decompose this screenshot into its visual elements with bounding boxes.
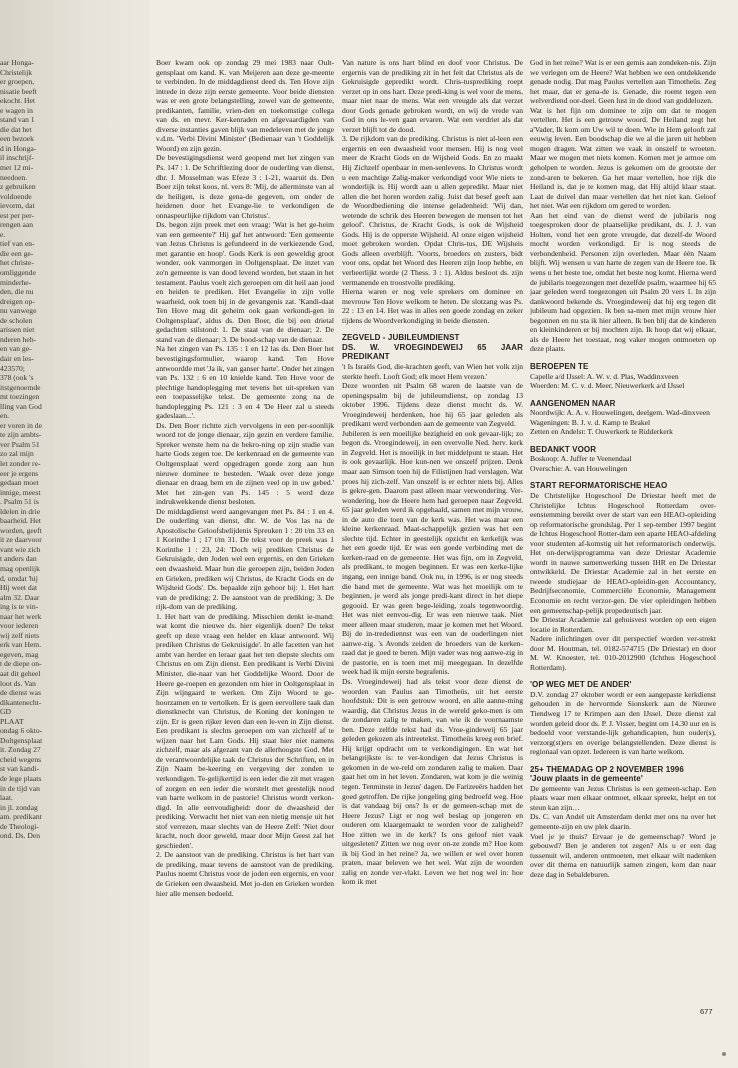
article-paragraph: Ds. Vroegindeweij had als tekst voor deze dienst de woorden van Paulus aan Timotheüs, uit het eerste hoofdstuk: Dit is een getrouw woord, en alle aanne-ming waardig, dat Christus Jezus in de wereld geko-men is om de zondaren zalig te maken, van wie ik de voornaamste ben. Deze zelfde tekst had ds. Vroe-gindeweij 65 jaar geleden gekozen als intreetekst. Timotheüs kreeg een brief. Hij krijgt opdracht om te verkondigingen. En wat het belangrijkste is: te ver-kondigen dat Jezus Christus is gekomen in de we-reld om zondaren zalig te maken. Daar gaat het om in het leven. Zondaren, wat kom je die weinig tegen. Tenminste in Jezus' dagen. De Farizeeërs hadden het goed getroffen. De rijke jongeling ging bedroefd weg. Hoe is dat vandaag bij ons? Is er de gemeen-schap met de Heere Jezus? Ligt er nog wel beslag op jongeren en ouderen om klaargemaakt te worden voor de zaligheid? Hoe zitten we in de kerk? Is ons geloof niet vaak uitgesleten? Zitten we nog over on-ze zonde m? Hoe kom ik bij God in het reine? Ja, we willen er wel over horen praten, maar beleven we het wel. Wat zijn de woorden zalig en zonde ver-vlakt. Leven we het nog wel in: hoe kom ik met bbox=[342, 677, 523, 887]
cropped-text-line: it ze daarvoor bbox=[0, 535, 42, 545]
cropped-text-line: eer je ergens bbox=[0, 468, 39, 478]
cropped-text-line: vant wie zich bbox=[0, 544, 41, 554]
cropped-text-line: GD bbox=[0, 707, 11, 717]
cropped-text-line: voldoende bbox=[0, 191, 32, 201]
cropped-text-line: innige, meest bbox=[0, 487, 41, 497]
cropped-text-line: t anders dan bbox=[0, 554, 37, 564]
column-3 bbox=[530, 58, 716, 1058]
cropped-text-line: 423570; bbox=[0, 363, 25, 373]
article-paragraph: Van nature is ons hart blind en doof voor Christus. De ergernis van de prediking zit in het feit dat Christus als de Gekruisigde gepredikt wordt. Chris-tusprediking roept verzet op in ons hart. Deze predi-king is wel voor de mens, maar niet naar de mens. Wat een vreugde als dat verzet door Gods genade gebroken wordt, en wij de vrede van God in ons le-ven gaan ervaren. Wat een verdriet als dat verzet blijft tot de dood. bbox=[342, 58, 523, 134]
cropped-text-line: ond. Ds. Den bbox=[0, 831, 41, 841]
cropped-text-line: te zijn ambts- bbox=[0, 430, 42, 440]
cropped-text-line: cheid wegens bbox=[0, 754, 42, 764]
cropped-text-line: . Psalm 51 is bbox=[0, 497, 39, 507]
list-item: Zetten en Andelst: T. Ouwerkerk te Ridderkerk bbox=[530, 427, 673, 437]
cropped-text-line: ekocht. Het bbox=[0, 96, 36, 106]
cropped-text-line: zo zal mijn bbox=[0, 449, 34, 459]
cropped-text-line: nderen heb- bbox=[0, 334, 37, 344]
cropped-text-line: die een ge- bbox=[0, 248, 34, 258]
section-subheading: DS. W. VROEGINDEWEIJ 65 JAAR PREDIKANT bbox=[342, 342, 523, 362]
cropped-text-line: minderhe- bbox=[0, 277, 32, 287]
cropped-text-line: mag openlijk bbox=[0, 563, 40, 573]
article-paragraph: Deze woorden uit Psalm 68 waren de laatste van de openingspsalm bij de jubileumdienst, op zondag 13 oktober 1996. Tijdens deze dienst mocht ds. W. Vroegindeweij herdenken, hoe hij 65 jaar geleden als predikant werd verbonden aan de gemeente van Zegveld. bbox=[342, 381, 523, 429]
column-2 bbox=[342, 58, 523, 1058]
cropped-text-line: in jl. zondag bbox=[0, 802, 38, 812]
article-paragraph: Ds. C. van Andel uit Amsterdam denkt met ons na over het gemeente-zijn en uw plek daarin. bbox=[530, 812, 716, 832]
cropped-text-line: naar het werk bbox=[0, 611, 42, 621]
article-paragraph: Na het zingen van Ps. 135 : 1 en 12 las ds. Den Boer het bevestigingsformulier, waarop kand. Ten Hove antwoordde met 'Ja ik, van ganser harte'. Onder het zingen van Ps. 132 : 6 en 10 knielde kand. Ten Hove voor de plechtige handoplegging met tevens het uit-spreken van een toepasselijke tekst. De gemeente zong na de handoplegging Ps. 121 : 3 en 4 'De Heer zal u steeds gadeslaan...'. bbox=[156, 344, 334, 421]
cropped-text-line: est per per- bbox=[0, 210, 35, 220]
cropped-text-line: aat dit geheel bbox=[0, 669, 41, 678]
cropped-text-line: Christelijk bbox=[0, 67, 33, 77]
cropped-text-line: il inschrijf- bbox=[0, 153, 34, 163]
cropped-text-line: mt toezingen bbox=[0, 392, 40, 402]
article-paragraph: Ds. Den Boer richtte zich vervolgens in een per-soonlijk woord tot de jonge dienaar, zijn gezin en verdere familie. Spreker wenste hem na de bekro-ning op zijn studie van harte Gods zegen toe. De kerkenraad en de gemeente van Ooltgensplaat werd opgedragen goede zorg aan hun nieuwe dominee te besteden. 'Waak over deze jonge dienaar en draag hem en de zijnen veel op in uw gebed.' Met het zin-gen van Ps. 145 : 5 werd deze indrukwekkende dienst besloten. bbox=[156, 420, 334, 507]
cropped-text-line: nu vanwege bbox=[0, 306, 37, 316]
cropped-text-line: stand van 1 bbox=[0, 115, 35, 125]
cropped-text-line: omliggende bbox=[0, 268, 36, 278]
list-item: Woerden: M. C. v. d. Meer, Nieuwerkerk a/d IJssel bbox=[530, 381, 685, 391]
section-heading: START REFORMATORISCHE HEAO bbox=[530, 481, 668, 491]
cropped-text-line: d in Honga- bbox=[0, 143, 37, 153]
list-item: Wageningen: B. J. v. d. Kamp te Brakel bbox=[530, 417, 651, 427]
article-paragraph: 't Is Israëls God, die-krachten geeft, van Wien het volk zijn sterkte heeft. Looft God; elk moet Hem vrezen.' bbox=[342, 361, 523, 381]
cropped-text-line: de scholen bbox=[0, 315, 33, 325]
cropped-text-line: itstgenoemde bbox=[0, 382, 41, 392]
article-paragraph: Voel je je thuis? Ervaar je de gemeenschap? Word je gebouwd? Ben je anderen tot zegen? Als u er een dag tussenuit wil, anderen ontmoeten, met elkaar wilt nadenken over dit thema en natuurlijk samen zingen, kom dan naar deze dag in Sebaldeburen. bbox=[530, 831, 716, 879]
list-item: Noordwijk: A. A. v. Houwelingen, deelgem. Wad-dinxveen bbox=[530, 408, 710, 418]
section-gap bbox=[530, 473, 716, 477]
cropped-text-line: 378 (ook 's bbox=[0, 373, 34, 383]
article-paragraph: De middagdienst werd aangevangen met Ps. 84 : 1 en 4. De ouderling van dienst, dhr. W. de Vos las na de Apostolische Geloofsbelijdenis Spreuken 1 : 20 t/m 33 en 1 Korinthe 1 ; 17 t/m 31. De tekst voor de preek was 1 Korinthe 1 : 23, 24: 'Doch wij prediken Christus de Gekruisigde, den Joden wel een ergernis, en den Grieken een dwaasheid. Maar hun die geroepen zijn, beiden Joden en Grieken, prediken wij Christus, de Kracht Gods en de Wijsheid Gods'. Ds. bepaalde zijn gehoor bij: 1. Het hart van de prediking; 2. De aanstoot van de prediking; 3. De rijk-dom van de prediking. bbox=[156, 506, 334, 612]
cropped-text-line: ondag 6 okto- bbox=[0, 726, 43, 736]
cropped-text-line: it. Zondag 27 bbox=[0, 745, 41, 755]
cropped-text-line: am. predikant bbox=[0, 812, 42, 822]
cropped-text-line: laat. bbox=[0, 793, 13, 803]
page-mark bbox=[722, 1052, 726, 1056]
cropped-text-line: de Theologi- bbox=[0, 821, 39, 831]
cropped-text-line: die dat het bbox=[0, 124, 32, 134]
cropped-text-line: d, omdat 'hij bbox=[0, 573, 38, 583]
article-paragraph: Nadere inlichtingen over dit perspectief worden ver-strekt door M. Houtman, tel. 0182-574715 (De Driestar) en door M. W. Knoester, tel. 010-2012900 (Ichthus Hogeschool Rotterdam). bbox=[530, 634, 716, 672]
section-gap bbox=[530, 757, 716, 761]
cropped-text-line: rengen aan bbox=[0, 220, 34, 230]
section-heading: BEROEPEN TE bbox=[530, 361, 589, 371]
article-paragraph: Aan het eind van de dienst werd de jubilaris nog toegesproken door de plaatselijke predikant, ds. J. J. van Holten, vond het een grote vreugde, dat dezelf-de Woord mocht worden verkondigd. Er is nog steeds de verbondenheid. Personen zijn overleden. Maar één Naam blijft. Wij wensen u van harte de zegen van de Heere toe. Ik wens u het beste toe, omdat het beste nog komt. Hierna werd de jubilaris toegezongen met dezelfde psalm, waarmee hij 65 jaar geleden werd toegezongen uit Psalm 20 vers 1. In zijn dankwoord bekende ds. Vroegindeweij dat hij erg tegen dit jubileum had opgezien. Ik ben sa-men met mijn vrouw hier begonnen en nu sta ik hier alleen. Ik ben blij dat de kinderen en kleinkinderen er bij mochten zijn. Ik hoop dat wij elkaar, als de Heere het toestaat, nog vaker mogen ontmoeten op deze plaats. bbox=[530, 210, 716, 354]
cropped-text-line: voor iederen bbox=[0, 621, 39, 631]
list-item: Overschie: A. van Houwelingen bbox=[530, 463, 628, 473]
section-heading: 'OP WEG MET DE ANDER' bbox=[530, 680, 632, 690]
cropped-text-line: arissen niet bbox=[0, 325, 35, 335]
article-paragraph: De gemeente van Jezus Christus is een gemeen-schap. Een plaats waar men elkaar ontmoet, elkaar spreekt, helpt en tot steun kan zijn… bbox=[530, 783, 716, 812]
article-paragraph: Hierna waren er nog vele sprekers om dominee en mevrouw Ten Hove welkom te heten. De slotzang was Ps. 22 : 13 en 14. Het was in alles een goede zondag en zeker tijdens de Woordverkondiging in beide diensten. bbox=[342, 287, 523, 325]
column-1 bbox=[156, 58, 334, 1058]
cropped-text-line: e wagen in bbox=[0, 105, 33, 115]
cropped-text-line: st van kandi- bbox=[0, 764, 40, 774]
section-subheading: 'Jouw plaats in de gemeente' bbox=[530, 774, 643, 784]
cropped-text-line: needoen. bbox=[0, 172, 28, 182]
cropped-text-line: ing is te vin- bbox=[0, 602, 39, 612]
cropped-text-line: er voren in de bbox=[0, 420, 42, 430]
left-cropped-column bbox=[0, 58, 148, 928]
cropped-text-line: aar Honga- bbox=[0, 58, 34, 67]
cropped-text-line: de dienst was bbox=[0, 688, 41, 698]
article-paragraph: God in het reine? Wat is er een gemis aan zondeken-nis. Zijn we verlegen om de Heere? Wat hebben we een ontdekkende genade nodig. Dat mag Paulus vertellen aan Timotheüs. Zeg het maar, dat er gena-de is. Genade, die roemt tegen een welverdiend oor-deel. Geen lust in de dood van goddelozen. bbox=[530, 58, 716, 106]
cropped-text-line: met 12 mi- bbox=[0, 163, 34, 173]
list-item: Boskoop: A. Juffer te Veenendaal bbox=[530, 454, 632, 464]
cropped-text-line: den, die nu bbox=[0, 287, 34, 297]
article-paragraph: Boer kwam ook op zondag 29 mei 1983 naar Oult-gensplaat om kand. K. van Meijeren aan deze ge-meente te verbinden. In de middagdienst deed ds. Ten Hove zijn intrede in deze zijn eerste gemeente. Voor beide diensten was er een grote belangstelling, zowel van de gemeente, predikanten, familie, vrien-den en toekomstige collega van ds. en mevr. Ker-kenraden en afgevaardigden van diverse instanties gaven blijk van medeleven met de jonge v.d.m. 'Verbi Divini Minister' (Bedienaar van 't Goddelijk Woord) en zijn gezin. bbox=[156, 58, 334, 153]
cropped-text-line: t de diepe on- bbox=[0, 659, 42, 669]
section-gap bbox=[530, 391, 716, 395]
section-gap bbox=[530, 354, 716, 358]
article-paragraph: Jubileren is een moeilijke bezigheid en ook gevaar-lijk; zo begon ds. Vroegindeweij, in een overvolle Ned. herv. kerk in Zegveld. Het is moeilijk in het middelpunt te staan. Het is ook gevaarlijk. Hoe kun-nen we onszelf prijzen. Denk maar aan Simson toen hij de Filistijnen had verslagen. Wat proes hij zich-zelf. Van onszelf is er echter niets bij. Alles is gekre-gen. Daarom past alleen maar verwondering. Ver-wondering, hoe de Heere hem had geroepen naar Zegveld. 65 jaar geleden werd ik opgehaald, samen met mijn vrouw, in de auto die toen van de kerk was. Het was maar een kleine kerkenraad. Maat-schappelijk gezien was het een slechte tijd. Echter in geestelijk opzicht en kerkelijk was het een goede tijd. Er was een goede verbinding met de kerken-raad en de gemeente. Het was fijn, om in Zegveld, als predikant, te mogen beginnen. Er was een kerke-lijke ingang, een innige band. Ook nu, in 1996, is er nog steeds die band met de gemeente. Wat was het moeilijk om te beginnen, je werd als jonge predi-kant direct in het diepe gegooid. Er was geen bege-leiding, zoals tegenwoordig. Het was niet eenvou-dig. Er was een nieuwe taak. Niet meer alleen maar studeren, maar je komen met het Woord. Bij de in-tredediennst was een van de ouderlingen niet aanwe-zig. 's Avonds zeiden de broeders van de kerken-raad dat je goed te beren. Mijn vader was nog aanwe-zig in de pastorie, en is toen met mij meegegaan. In dezelfde week had ik mijn eerste begrafenis. bbox=[342, 428, 523, 677]
cropped-text-line: het christe- bbox=[0, 258, 34, 268]
cropped-text-line: nisatie beeft bbox=[0, 86, 37, 96]
article-paragraph: De Christelijke Hogeschool De Driestar heeft met de Christelijke Ichtus Hogeschool Rotterdam over-eenstemming bereikt over de start van een HEAO-opleiding op reformatorische grondslag. Per 1 sep-tember 1997 begint de Ichtus Hogeschool Rotter-dam een aparte HEAO-afdeling voor studenten af-komstig uit het reformatorisch onderwijs. Het on-derwijsprogramma van deze Driestar Academie wordt in nauwe samenwerking tussen IHR en De Driestar ontwikkeld. De Driestar Academie zal in het eerste en tweede studiejaar de HEAO-opleidin-gen Accountancy, Bedrijfseconomie, Commerciële Economie, Management Economie en recht verzor-gen. De vier opleidingen hebben een gemeenschap-pelijk propedeutisch jaar. bbox=[530, 490, 716, 615]
cropped-text-line: z gebruiken bbox=[0, 182, 36, 192]
cropped-text-line: gedaan moet bbox=[0, 478, 39, 488]
cropped-text-line: en. bbox=[0, 411, 10, 421]
cropped-text-line: lling van God bbox=[0, 401, 42, 411]
section-heading: ZEGVELD - JUBILEUMDIENST bbox=[342, 333, 460, 343]
cropped-text-line: en van ge- bbox=[0, 344, 32, 354]
cropped-text-line: ldelen in drie bbox=[0, 506, 41, 516]
section-gap bbox=[342, 325, 523, 329]
cropped-text-line: tief van en- bbox=[0, 239, 35, 249]
cropped-text-line: loot ds. Van bbox=[0, 678, 36, 688]
cropped-text-line: let zonder re- bbox=[0, 458, 41, 468]
cropped-text-line: de lege plaats bbox=[0, 774, 42, 784]
cropped-text-line: er groepen, bbox=[0, 77, 35, 87]
cropped-text-line: erk van Hem. bbox=[0, 640, 42, 650]
article-paragraph: De Driestar Academie zal gehuisvest worden op een eigen locatie in Rotterdam. bbox=[530, 615, 716, 634]
article-paragraph: Wat is het fijn om dominee te zijn om dat te mogen vertellen. Het is een getrouw woord. De Heiland zegt het a'Vader, Ik kom om Uw wil te doen. Wie in Hem gelooft zal eeuwig leven. Een boodschap die we al die jaren uit hebben mogen dragen. Wat zitten we vaak in onszelf te wroeten. Maar we mogen met niets komen. Komen met je armoe om geholpen te worden. Jezus is gekomen om de grootste der zond-aren te bekeren. Ga het maar vertellen, hoe rijk die Heiland is, dat je te komen mag, dat Hij altijd klaar staat. Laat de duivel dan maar vertellen dat het niet kan. Geloof het niet. Wat een rijkdom om gered te worden. bbox=[530, 105, 716, 211]
article-paragraph: 2. De aanstoot van de prediking. Christus is het hart van de prediking, maar tevens de aanstoot van de prediking. Paulus noemt Christus voor de joden een ergernis, en voor de Grieken een dwaasheid. Met jo-den en Grieken worden hier alle mensen bedoeld. bbox=[156, 850, 334, 898]
article-paragraph: 1. Het hart van de prediking. Misschien denkt ie-mand: wat komt die nieuwe ds. hier eigenlijk doen? De tekst geeft op deze vraag een helder en klaar antwoord. Wij prediken Christus de Gekruisigde'. In alle facetten van het ambt van herder en leraar gaat het ten diepste slechts om Christus en om Zijn dienst. Een predikant is Verbi Divini Minister, die-naar van het Goddelijke Woord. Door de Heere ge-roepen en gezonden om hier in Ooltgensplaat in Zijn wijngaard te werken. Om Zijn Woord te ge-hoorzamen en te vertolken. Er is geen eervollere taak dan dienstknecht van Christus, de Koning der koningen te zijn. Er is geen rijker leven dan een le-ven in Zijn dienst. Een predikant is slechts geroepen om van zichzelf af te wijzen naar het Lam Gods. Hij staat hier niet namens zichzelf, maar als afgezant van de allerhoogste God. Met de verantwoordelijke taak de Christus der Schriften, en in Zijn Naam be-keering en vergeving der zonden te verkondigen. Te-gelijkertijd is een ieder die zit met vragen of zorgen en een ieder die worstelt met geestelijk nood van harte welkom in de pastorie! Christus wordt verkon-digd. In alle eenvoudigheid: door de dwaasheid der prediking. Verwacht het niet van een nietig mensje uit het stof verrezen, maar slechts van de Heere Zelf: 'Niet door kracht, noch door geweld, maar door Mijn Geest zal het geschieden'. bbox=[156, 611, 334, 850]
cropped-text-line: dair en les- bbox=[0, 353, 34, 363]
cropped-text-line: ievorm, dat bbox=[0, 201, 35, 211]
page-number: 677 bbox=[700, 1007, 713, 1016]
article-paragraph: D.V. zondag 27 oktober wordt er een aangepaste kerkdienst gehouden in de hervormde Sionskerk aan de Nieuwe Tiendweg 17 te Krimpen aan den IJssel. Deze dienst zal worden geleid door ds. P. J. Visser, begint om 14.30 uur en is bedoeld voor verstande-lijk gehandicapten, hun ouder(s), verzorg(st)ers en overige belangstellenden. Deze dienst is regionaal van opzet. Iedereen is van harte welkom. bbox=[530, 689, 716, 757]
section-heading: BEDANKT VOOR bbox=[530, 444, 597, 454]
section-heading: AANGENOMEN NAAR bbox=[530, 398, 616, 408]
cropped-text-line: baarheid. Het bbox=[0, 516, 41, 526]
article-paragraph: Ds. begon zijn preek met een vraag: 'Wat is het ge-heim van een gemeente?' Hij gaf het antwoord: 'Een gemeente van Jezus Christus is gefundeerd in de verkiezende God, met garantie en hoop'. Gods Kerk is een geweldig groot wonder, ook vanmorgen in Ooltgensplaat. De inzet van zo'n gemeente is van dood levend worden, het staan in het testament. Paulus voelt zich geroepen om dit heil aan jood en heiden te prediken. Het Evangelie in zijn volle waarheid, ook toen hij in de gevangenis zat. 'Kandi-daat Ten Hove mag dit geheim ook gaan verkondi-gen in Ooltgensplaat', aldus ds. Den Boer, die bij een drietal gedachten stilstond: 1. De staat van de dienaar; 2. De stand van de dienaar; 3. De bood-schap van de dienaar. bbox=[156, 220, 334, 344]
cropped-text-line: PLAAT bbox=[0, 716, 24, 726]
list-item: Capelle a/d IJssel: A. W. v. d. Plas, Waddinxveen bbox=[530, 371, 679, 381]
cropped-text-line: egeven, mag bbox=[0, 649, 39, 659]
cropped-text-line: Hij weet dat bbox=[0, 583, 38, 593]
article-paragraph: De bevestigingsdienst werd geopend met het zingen van Ps. 147 : 1. De Schriftlezing door de ouderling van dienst, dhr. J. Mosselman was Efeze 3 : 1-21, waaruit ds. Den Boer zijn tekst koos, nl. vers 8: 'Mij, de allerminste van al de heiligen, is deze gena-de gegeven, om onder de heidenen door het Evange-lie te verkondigen de onnaspeurlijke rijkdom van Christus'. bbox=[156, 153, 334, 220]
cropped-text-line: Doltgensplaat bbox=[0, 735, 43, 745]
cropped-text-line: ver Psalm 51 bbox=[0, 439, 40, 449]
cropped-text-line: een bezoek bbox=[0, 134, 34, 144]
cropped-text-line: in de tijd van bbox=[0, 783, 40, 793]
article-paragraph: 3. De rijkdom van de prediking. Christus is niet al-leen een ergernis en een dwaasheid voor mensen. Hij is nog veel meer de Kracht Gods en de Wijsheid Gods. En zo maakt Hij Zichzelf openbaar in men-senlevens. In Christus wordt u een machtige Zalig-maker verkondigd voor Wie niets te wonderlijk is. Hij wordt aan u allen gepredikt. Maar niet allen die het horen worden zalig. Juist dat besef geeft aan de Woordbediening die intense geladenheid: 'Wij dan, wetende de schrik des Heeren bewegen de mensen tot het geloof'. Christus, de Kracht Gods, is ook de Wijsheid Gods. Hij is de opperste Wijsheid. Al onze eigen wijsheid moet gebroken worden. Opdat Chris-tus, DE Wijsheis Gods alleen overblijft. 'Voorts, broeders en zusters, bidt voor ons, opdat het Woord des Heeren zijn loop hebbe, en verheerlijkt worde (2 Thess. 3 : 1). Aldus besloot ds. zijn vermanende en troostvolle prediking. bbox=[342, 134, 523, 287]
cropped-text-line: wij zelf niets bbox=[0, 630, 40, 640]
cropped-text-line: alm 32. Daar bbox=[0, 592, 40, 602]
cropped-text-line: worden, geeft bbox=[0, 525, 42, 535]
cropped-text-line: dikantenecht- bbox=[0, 697, 42, 707]
section-heading: 25+ THEMADAG OP 2 NOVEMBER 1996 bbox=[530, 764, 684, 774]
cropped-text-line: e. bbox=[0, 229, 6, 239]
cropped-text-line: dreigen op- bbox=[0, 296, 35, 306]
section-gap bbox=[530, 437, 716, 441]
section-gap bbox=[530, 672, 716, 676]
